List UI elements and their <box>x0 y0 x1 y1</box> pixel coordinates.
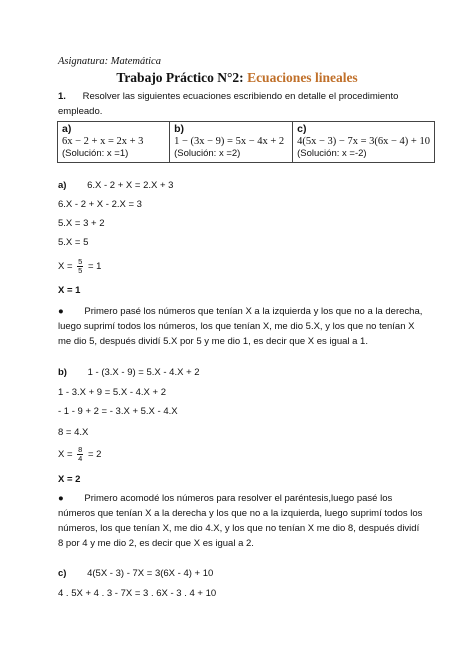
part-c-step-1: 4 . 5X + 4 . 3 - 7X = 3 . 6X - 3 . 4 + 10 <box>58 588 217 599</box>
cell-solution: (Solución: x =2) <box>174 148 241 159</box>
bullet-icon: ● <box>58 493 64 504</box>
part-a-explanation <box>58 304 426 349</box>
fraction <box>77 258 83 275</box>
equation-cell-a <box>58 122 170 163</box>
page-title <box>0 70 474 86</box>
title-main: Trabajo Práctico N°2: <box>116 70 248 85</box>
cell-equation: 1 − (3x − 9) = 5x − 4x + 2 <box>174 136 285 147</box>
subject-label: Asignatura <box>58 56 105 67</box>
cell-label: b) <box>174 123 184 135</box>
part-a-result: X = 1 <box>58 285 81 296</box>
fraction-prefix: X = <box>58 449 73 461</box>
fraction-suffix: = 1 <box>87 261 102 273</box>
part-a-step-3: 5.X = 5 <box>58 237 89 248</box>
equation-text: 6.X - 2 + X = 2.X + 3 <box>87 180 174 191</box>
cell-label: c) <box>297 123 307 135</box>
subject-line: Asignatura: Matemática <box>58 56 161 67</box>
part-a-equation <box>58 180 173 191</box>
exercise-instructions <box>58 89 418 119</box>
part-b-step-2: - 1 - 9 + 2 = - 3.X + 5.X - 4.X <box>58 406 178 417</box>
explanation-text: Primero pasé los números que tenían X a la izquierda y los que no a la derecha, luego suprimí todos los números, los que tenían X, me dio 5.X, y los que no tenían X me dio 5, después dividí 5.X por 5 y me dio 1, es decir que X es igual a 1. <box>58 306 423 347</box>
cell-solution: (Solución: x =1) <box>62 148 129 159</box>
part-b-fraction-line <box>58 446 101 463</box>
cell-label: a) <box>62 123 72 135</box>
fraction-numerator: 5 <box>78 257 83 266</box>
part-b-explanation <box>58 491 426 551</box>
part-label: b) <box>58 367 67 378</box>
title-accent: Ecuaciones lineales <box>247 70 358 85</box>
part-label: c) <box>58 568 67 579</box>
equation-cell-c <box>293 122 435 163</box>
part-b-equation <box>58 367 200 378</box>
part-a-step-1: 6.X - 2 + X - 2.X = 3 <box>58 199 142 210</box>
fraction-denominator: 5 <box>78 266 83 275</box>
fraction-denominator: 4 <box>78 454 83 463</box>
part-b-result: X = 2 <box>58 474 81 485</box>
exercise-number: 1. <box>58 91 66 102</box>
equations-table <box>57 121 435 163</box>
equation-text: 4(5X - 3) - 7X = 3(6X - 4) + 10 <box>87 568 214 579</box>
equation-text: 1 - (3.X - 9) = 5.X - 4.X + 2 <box>87 367 200 378</box>
part-c-equation <box>58 568 213 579</box>
part-b-step-3: 8 = 4.X <box>58 427 89 438</box>
bullet-icon: ● <box>58 306 64 317</box>
explanation-text: Primero acomodé los números para resolver el paréntesis,luego pasé los números que tenían X a la derecha y los que no a la izquierda, luego suprimí todos los números, los que tenían X, me dio 4.X, y los que no tenían X me dio 8, después dividí 8 por 4 y me dio 2, es decir que X es igual a 2. <box>58 493 423 549</box>
part-b-step-1: 1 - 3.X + 9 = 5.X - 4.X + 2 <box>58 387 166 398</box>
equation-cell-b <box>170 122 293 163</box>
part-a-step-2: 5.X = 3 + 2 <box>58 218 105 229</box>
fraction-suffix: = 2 <box>87 449 102 461</box>
part-a-fraction-line <box>58 258 101 275</box>
fraction-prefix: X = <box>58 261 73 273</box>
subject-value: Matemática <box>110 56 161 67</box>
cell-equation: 4(5x − 3) − 7x = 3(6x − 4) + 10 <box>297 136 430 147</box>
fraction <box>77 446 83 463</box>
exercise-text: Resolver las siguientes ecuaciones escribiendo en detalle el procedimiento empleado. <box>58 91 399 117</box>
cell-equation: 6x − 2 + x = 2x + 3 <box>62 136 144 147</box>
part-label: a) <box>58 180 67 191</box>
cell-solution: (Solución: x =-2) <box>297 148 367 159</box>
fraction-numerator: 8 <box>78 445 83 454</box>
